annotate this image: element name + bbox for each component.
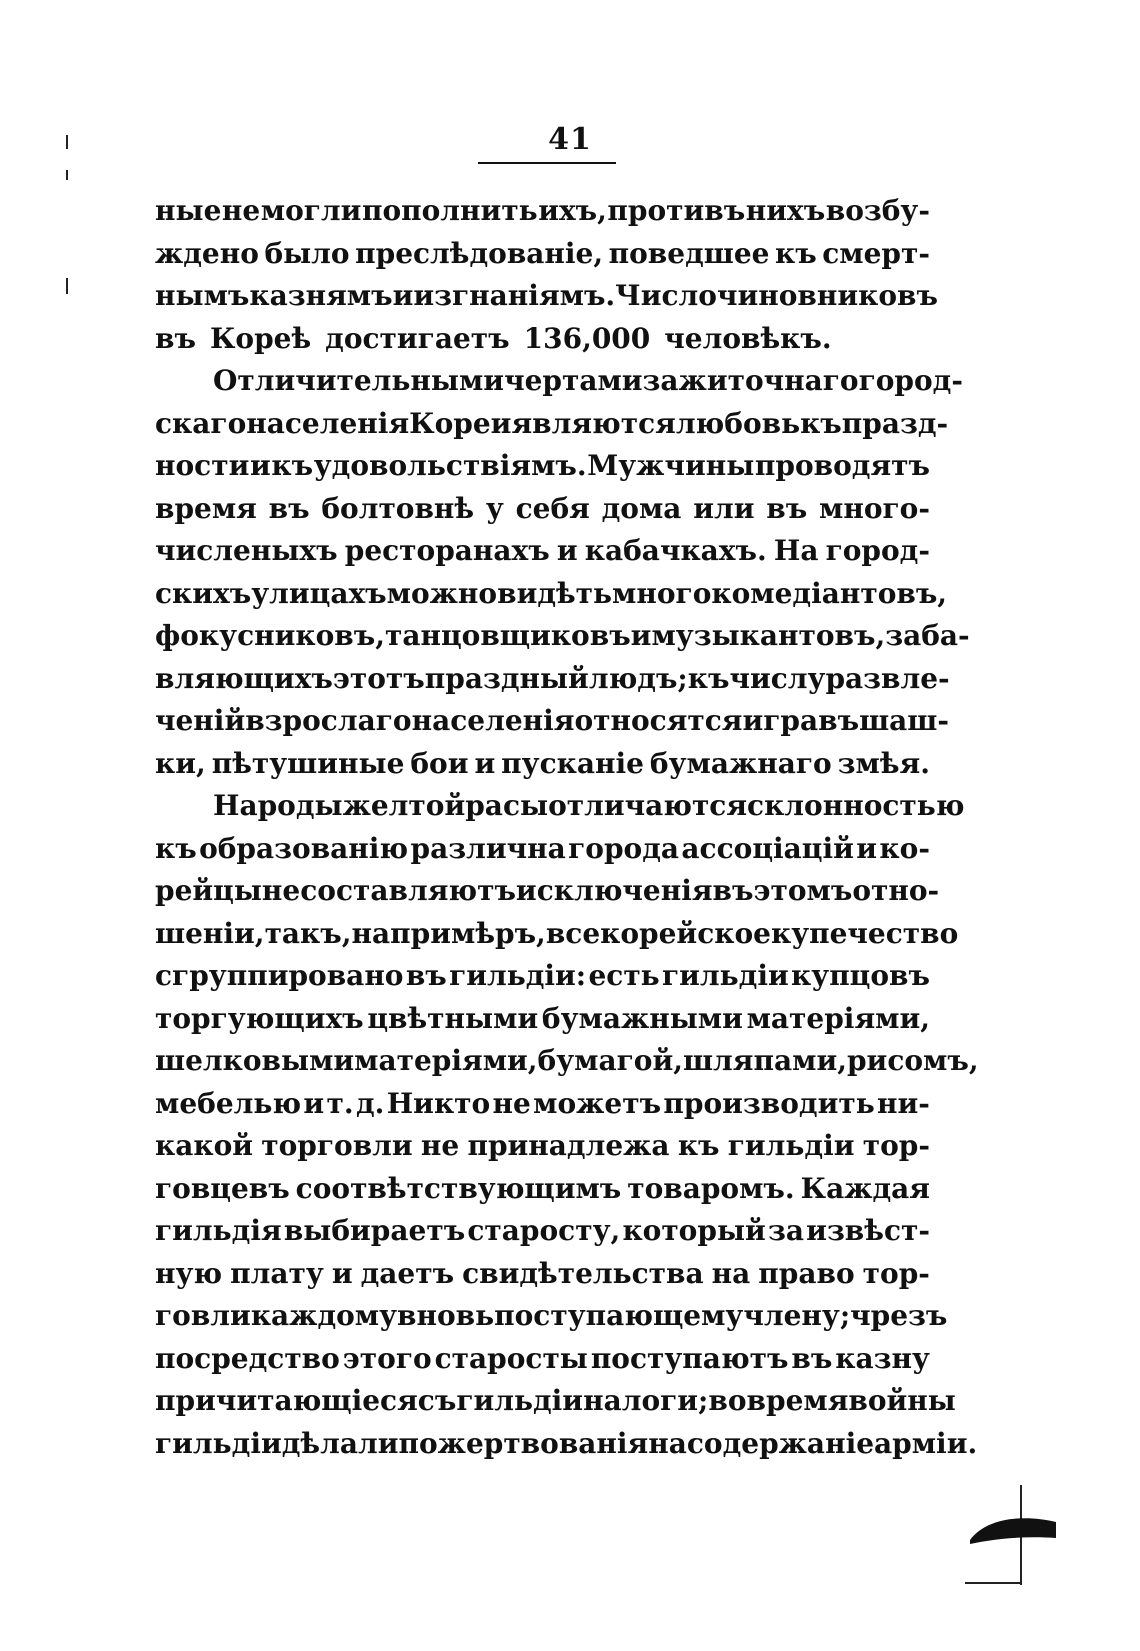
word: даетъ: [360, 1256, 455, 1290]
word: д.: [355, 1086, 385, 1120]
word: шеніи,: [155, 916, 265, 950]
word: не: [221, 194, 261, 227]
scan-mark: [66, 278, 68, 294]
word: чиновниковъ: [716, 279, 938, 312]
word: или: [693, 491, 755, 525]
text-line: [155, 1295, 948, 1338]
word: и: [331, 1256, 353, 1290]
word: болтовнѣ: [321, 491, 475, 525]
word: поступаютъ: [590, 1341, 789, 1375]
word: въ: [405, 959, 447, 992]
word: празд-: [841, 406, 949, 440]
word: города: [568, 831, 680, 865]
word: этотъ: [332, 661, 425, 695]
text-line: [155, 1083, 930, 1126]
word: за: [767, 1214, 804, 1247]
word: чертами: [504, 364, 643, 397]
word: населенія: [246, 406, 410, 440]
word: торгующихъ: [155, 1001, 364, 1035]
word: выбираетъ: [283, 1214, 466, 1247]
word: какой: [155, 1129, 254, 1162]
word: войны: [848, 1384, 956, 1417]
word: рисомъ,: [846, 1044, 979, 1077]
word: изгнаніямъ.: [413, 279, 616, 312]
word: город-: [858, 364, 963, 397]
page-number: 41: [548, 122, 592, 157]
word: праздный: [424, 661, 589, 695]
word: комедіантовъ,: [711, 576, 948, 610]
word: тор-: [862, 1129, 930, 1162]
word: время: [746, 1384, 849, 1417]
text-line: [155, 233, 930, 276]
word: въ: [791, 1341, 833, 1375]
word: на: [648, 1426, 687, 1460]
word: шляпами,: [682, 1044, 847, 1077]
word: напримѣръ,: [351, 916, 546, 950]
word: матеріями,: [354, 1044, 538, 1077]
text-line: [155, 190, 930, 233]
word: численыхъ: [155, 534, 338, 567]
word: гильдіи: [727, 1129, 855, 1162]
word: себя: [515, 491, 590, 525]
word: причитающіеся: [155, 1384, 418, 1417]
word: ассоціацій: [681, 831, 854, 865]
word: товаромъ.: [627, 1171, 795, 1205]
word: удовольствіямъ.: [313, 449, 587, 482]
word: любовь: [675, 406, 801, 440]
word: въ: [712, 874, 754, 907]
word: Кореѣ: [209, 321, 312, 355]
text-line: [155, 1168, 930, 1211]
word: арміи.: [874, 1426, 978, 1460]
word: производить: [663, 1086, 875, 1120]
word: казнямъ: [249, 279, 393, 312]
word: ности: [155, 449, 250, 482]
word: такъ,: [264, 916, 352, 950]
word: купцовъ: [791, 959, 930, 992]
word: могли: [260, 194, 362, 227]
word: возбу-: [825, 194, 930, 227]
word: и: [303, 1086, 325, 1120]
word: кабачкахъ.: [584, 534, 767, 567]
text-line: [155, 1253, 930, 1296]
word: гильдіи: [661, 959, 789, 992]
word: ные: [155, 194, 222, 227]
word: гильдіи: [155, 1426, 282, 1460]
word: ченій: [155, 704, 246, 737]
word: преслѣдованіе,: [355, 236, 604, 270]
word: людъ;: [588, 661, 688, 695]
word: каждому: [250, 1299, 398, 1332]
text-line: [155, 1380, 956, 1423]
word: было: [264, 236, 350, 270]
word: извѣст-: [806, 1214, 930, 1247]
scan-mark: [66, 170, 68, 180]
text-line: [155, 445, 930, 488]
word: въ: [268, 491, 310, 525]
word: смерт-: [822, 236, 930, 270]
word: рейцы: [155, 874, 262, 907]
word: бумагой,: [537, 1044, 683, 1077]
word: ни-: [877, 1086, 930, 1120]
word: вляющихъ: [155, 661, 333, 695]
word: казну: [835, 1341, 930, 1375]
word: танцовщиковъ: [384, 619, 631, 652]
word: гильдіи:: [449, 959, 587, 992]
word: отличаются: [548, 789, 748, 822]
word: числу: [729, 661, 826, 695]
text-line: [155, 700, 950, 743]
text-line: [155, 530, 930, 573]
word: цвѣтными: [367, 1001, 539, 1035]
word: можно: [386, 576, 498, 610]
word: желтой: [342, 789, 466, 822]
word: говцевъ: [155, 1171, 290, 1205]
word: плату: [230, 1256, 324, 1290]
text-line: [155, 615, 970, 658]
word: населенія: [411, 704, 575, 737]
text-line: [155, 1040, 979, 1083]
word: нымъ: [155, 279, 250, 312]
word: Кореи: [409, 406, 512, 440]
text-line: [155, 1338, 930, 1381]
word: бои: [410, 746, 469, 780]
word: этомъ: [753, 874, 853, 907]
word: и: [474, 746, 496, 780]
word: пусканіе: [501, 746, 644, 780]
word: на: [711, 1256, 751, 1290]
word: въ: [155, 321, 196, 355]
word: который: [622, 1214, 766, 1247]
text-line: [155, 275, 938, 318]
text-line: [155, 785, 965, 828]
word: зажиточнаго: [642, 364, 859, 397]
body-text: [155, 190, 979, 1465]
word: купечество: [770, 916, 959, 950]
word: посредство: [155, 1341, 340, 1375]
word: можетъ: [533, 1086, 662, 1120]
word: все: [545, 916, 601, 950]
word: право: [758, 1256, 855, 1290]
word: этого: [342, 1341, 432, 1375]
word: пожертвованія: [398, 1426, 649, 1460]
word: расы: [465, 789, 549, 822]
word: мебелью: [155, 1086, 302, 1120]
text-line: [155, 870, 940, 913]
word: время: [155, 491, 257, 525]
word: торговли: [261, 1129, 413, 1162]
word: корейское: [600, 916, 771, 950]
word: являются: [511, 406, 676, 440]
word: т.: [326, 1086, 354, 1120]
word: отно-: [852, 874, 940, 907]
word: старосту,: [467, 1214, 621, 1247]
word: проводятъ: [754, 449, 930, 482]
word: дѣлали: [281, 1426, 399, 1460]
word: много: [612, 576, 712, 610]
word: гильдіи: [456, 1384, 584, 1417]
word: видѣть: [497, 576, 613, 610]
word: и: [856, 831, 878, 865]
word: къ: [800, 406, 842, 440]
word: бумажнаго: [649, 746, 832, 780]
word: улицахъ: [251, 576, 387, 610]
ink-blot-ornament: [968, 1508, 1058, 1553]
word: ихъ,: [538, 194, 607, 227]
word: город-: [825, 534, 930, 567]
text-line: [155, 828, 930, 871]
word: дома: [601, 491, 682, 525]
word: во: [708, 1384, 747, 1417]
text-line: [155, 318, 930, 361]
word: тор-: [862, 1256, 930, 1290]
word: къ: [677, 1129, 720, 1162]
word: склонностью: [747, 789, 965, 822]
word: пѣтушиные: [211, 746, 405, 780]
word: развле-: [825, 661, 950, 695]
word: содержаніе: [686, 1426, 875, 1460]
word: говли: [155, 1299, 251, 1332]
word: ки,: [155, 746, 206, 780]
word: взрослаго: [245, 704, 412, 737]
word: и: [392, 279, 414, 312]
word: старосты: [434, 1341, 588, 1375]
word: гильдія: [155, 1214, 282, 1247]
text-line: [155, 488, 930, 531]
word: сгруппировано: [155, 959, 404, 992]
word: фокусниковъ,: [155, 619, 385, 652]
word: исключенія: [515, 874, 713, 907]
word: нихъ: [745, 194, 826, 227]
word: принадлежа: [467, 1129, 670, 1162]
word: матеріями,: [746, 1001, 930, 1035]
word: различна: [410, 831, 566, 865]
scan-edge-mark: [965, 1582, 1021, 1584]
word: съ: [417, 1384, 457, 1417]
word: и: [556, 534, 578, 567]
word: Отличительными: [213, 364, 505, 397]
word: Народы: [213, 789, 343, 822]
word: не: [261, 874, 301, 907]
word: есть: [588, 959, 660, 992]
word: свидѣтельства: [462, 1256, 704, 1290]
word: у: [485, 491, 504, 525]
word: Каждая: [800, 1171, 930, 1205]
word: Никто: [386, 1086, 491, 1120]
word: образованію: [199, 831, 409, 865]
word: члену;: [743, 1299, 851, 1332]
text-line: [155, 913, 959, 956]
word: поступающему: [494, 1299, 744, 1332]
word: скихъ: [155, 576, 252, 610]
text-line: [155, 998, 930, 1041]
text-line: [155, 743, 930, 786]
word: Мужчины: [587, 449, 755, 482]
word: не: [420, 1129, 460, 1162]
word: ко-: [879, 831, 930, 865]
word: въ: [818, 704, 860, 737]
word: къ: [687, 661, 730, 695]
word: налоги;: [583, 1384, 709, 1417]
text-line: [155, 1125, 930, 1168]
word: много-: [819, 491, 930, 525]
word: 136,000: [523, 321, 651, 355]
word: На: [773, 534, 819, 567]
word: къ: [774, 236, 817, 270]
text-line: [155, 1423, 978, 1466]
word: ную: [155, 1256, 223, 1290]
word: составляютъ: [300, 874, 516, 907]
word: ждено: [155, 236, 259, 270]
word: Число: [615, 279, 717, 312]
word: и: [630, 619, 652, 652]
word: и: [249, 449, 271, 482]
word: поведшее: [608, 236, 770, 270]
word: не: [492, 1086, 531, 1120]
word: музыкантовъ,: [651, 619, 886, 652]
word: чрезъ: [850, 1299, 948, 1332]
word: шелковыми: [155, 1044, 355, 1077]
word: вновь: [397, 1299, 495, 1332]
word: пополнить: [361, 194, 538, 227]
text-line: [155, 1210, 930, 1253]
scan-mark: [66, 135, 68, 149]
word: относятся: [574, 704, 743, 737]
word: противъ: [607, 194, 746, 227]
text-line: [155, 955, 930, 998]
word: ресторанахъ: [344, 534, 550, 567]
word: человѣкъ.: [664, 321, 832, 355]
word: змѣя.: [837, 746, 930, 780]
word: къ: [271, 449, 314, 482]
word: игра: [742, 704, 819, 737]
text-line: [155, 403, 949, 446]
word: бумажными: [541, 1001, 743, 1035]
word: заба-: [885, 619, 970, 652]
text-line: [155, 658, 950, 701]
word: шаш-: [859, 704, 950, 737]
word: достигаетъ: [325, 321, 510, 355]
word: скаго: [155, 406, 247, 440]
text-line: [155, 360, 963, 403]
word: въ: [766, 491, 808, 525]
header-rule: [478, 162, 616, 164]
word: къ: [155, 831, 197, 865]
word: соотвѣтствующимъ: [295, 1171, 622, 1205]
text-line: [155, 573, 948, 616]
